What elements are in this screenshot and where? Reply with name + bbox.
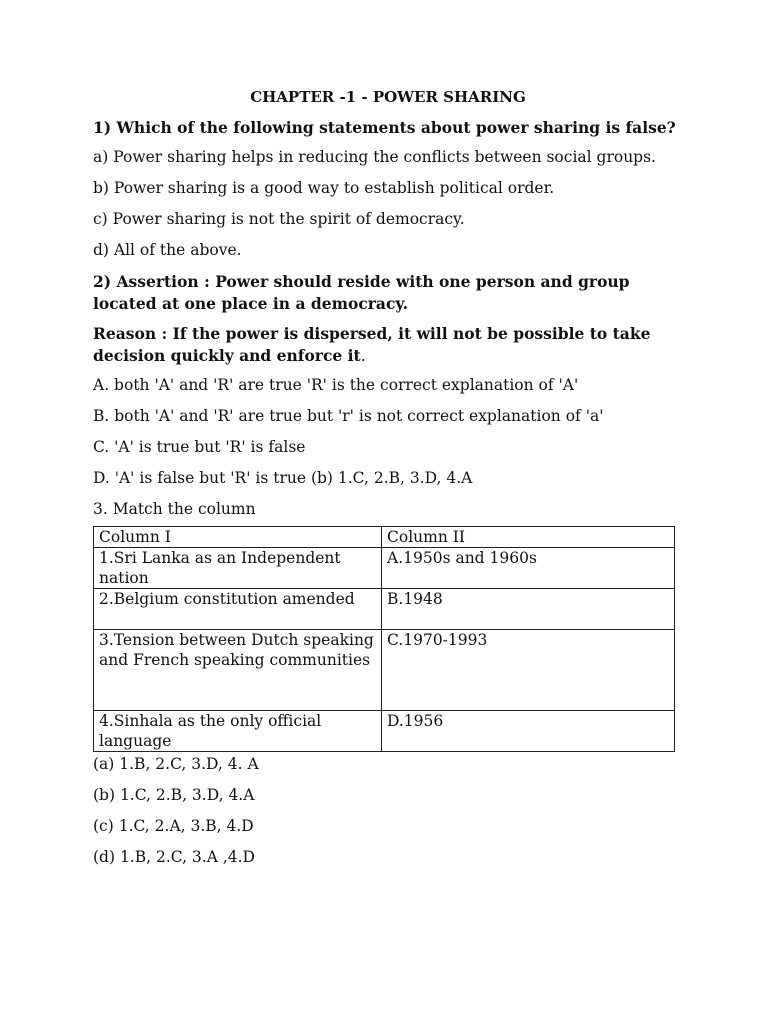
reason-period: . [360,347,366,365]
q1-option-d: d) All of the above. [93,241,242,259]
table-cell: D.1956 [382,711,675,752]
q2-option-c: C. 'A' is true but 'R' is false [93,438,306,456]
table-row [94,630,675,711]
table-cell: 3.Tension between Dutch speaking and French speaking communities [94,630,382,711]
q1-option-b: b) Power sharing is a good way to establish political order. [93,179,555,197]
table-header-cell: Column II [382,527,675,548]
reason-text: Reason : If the power is dispersed, it will not be possible to take decision quickly and enforce it [93,324,651,365]
q3-option-d: (d) 1.B, 2.C, 3.A ,4.D [93,848,255,866]
question-1: 1) Which of the following statements about power sharing is false? [93,118,676,137]
q3-option-a: (a) 1.B, 2.C, 3.D, 4. A [93,755,259,773]
match-table [93,526,675,752]
q3-option-b: (b) 1.C, 2.B, 3.D, 4.A [93,786,255,804]
table-header-row [94,527,675,548]
table-cell: 2.Belgium constitution amended [94,589,382,630]
document-page [93,86,683,878]
table-cell: C.1970-1993 [382,630,675,711]
table-row [94,589,675,630]
q1-option-c: c) Power sharing is not the spirit of democracy. [93,210,465,228]
table-cell: B.1948 [382,589,675,630]
q1-option-a: a) Power sharing helps in reducing the conflicts between social groups. [93,148,656,166]
question-2-reason [93,323,683,367]
question-3-heading: 3. Match the column [93,500,256,518]
table-header-cell: Column I [94,527,382,548]
table-row [94,711,675,752]
question-2-assertion: 2) Assertion : Power should reside with one person and group located at one place in a democracy. [93,272,630,313]
table-cell: 1.Sri Lanka as an Independent nation [94,548,382,589]
q3-option-c: (c) 1.C, 2.A, 3.B, 4.D [93,817,254,835]
table-cell: A.1950s and 1960s [382,548,675,589]
q2-option-a: A. both 'A' and 'R' are true 'R' is the correct explanation of 'A' [93,376,579,394]
q2-option-b: B. both 'A' and 'R' are true but 'r' is not correct explanation of 'a' [93,407,604,425]
table-row [94,548,675,589]
table-cell: 4.Sinhala as the only official language [94,711,382,752]
page-title: CHAPTER -1 - POWER SHARING [250,88,526,106]
q2-option-d: D. 'A' is false but 'R' is true (b) 1.C, 2.B, 3.D, 4.A [93,469,473,487]
